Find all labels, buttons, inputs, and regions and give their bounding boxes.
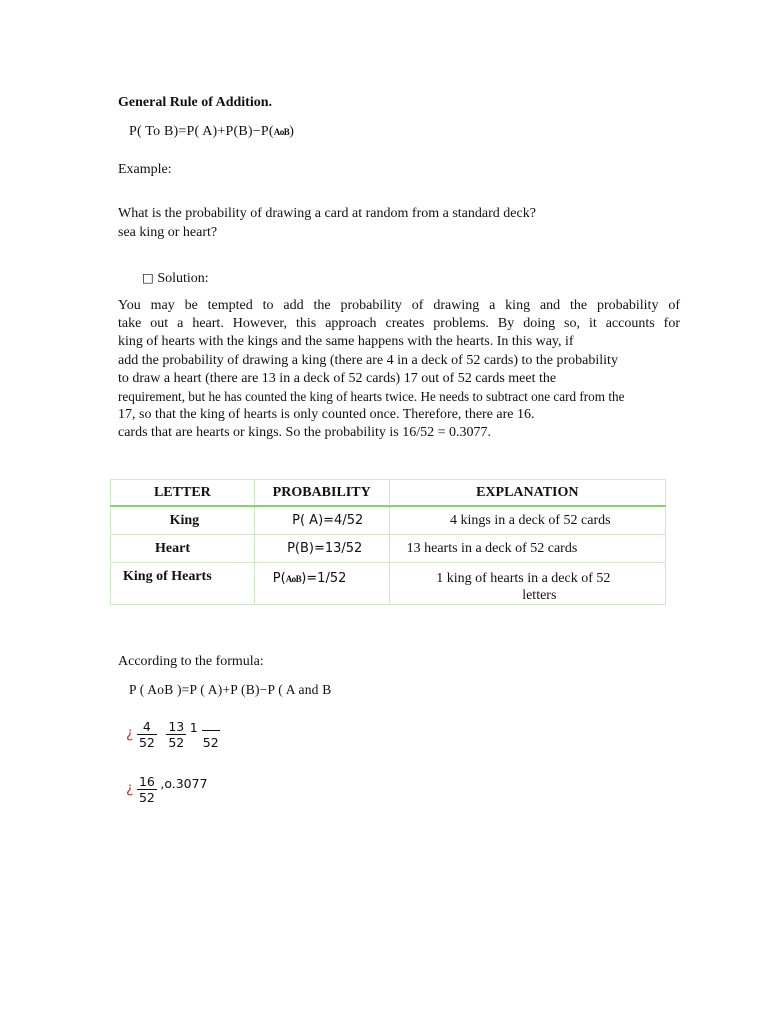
header-probability: PROBABILITY	[254, 480, 389, 507]
table-row	[111, 563, 666, 605]
fraction-denominator: 52	[138, 735, 155, 750]
table-header-row	[111, 480, 666, 507]
cell-probability: P(B)=13/52	[254, 535, 389, 563]
according-formula: P ( AoB )=P ( A)+P (B)−P ( A and B	[129, 682, 332, 697]
paragraph-line: add the probability of drawing a king (there are 4 in a deck of 52 cards) to the probability	[118, 352, 618, 368]
fraction-numerator: 16	[138, 774, 155, 789]
fraction	[137, 719, 157, 750]
formula-main: P( To B)=P( A)+P(B)−P(	[129, 124, 274, 139]
paragraph-line: You may be tempted to add the probability of drawing a king and the probability of	[118, 298, 680, 313]
cell-letter: Heart	[111, 535, 255, 563]
fraction-numerator: 13	[168, 719, 185, 734]
inverted-question-mark: ¿	[126, 725, 134, 742]
fraction	[166, 719, 186, 750]
cell-probability: P( A)=4/52	[254, 506, 389, 535]
solution-label: Solution:	[157, 271, 209, 286]
explanation-line-2: letters	[522, 588, 557, 603]
cell-letter: King	[111, 506, 255, 535]
inverted-question-mark: ¿	[126, 780, 134, 797]
result-value: ,o.3077	[160, 776, 208, 791]
cell-letter-text: King of Hearts	[123, 569, 212, 584]
according-label: According to the formula:	[118, 654, 264, 669]
paragraph-line: to draw a heart (there are 13 in a deck of 52 cards) 17 out of 52 cards meet the	[118, 370, 557, 386]
fraction	[190, 720, 222, 750]
cell-explanation: 13 hearts in a deck of 52 cards	[389, 535, 665, 563]
formula-close: )	[289, 124, 295, 139]
paragraph-line: take out a heart. However, this approach creates problems. By doing so, it accounts for	[118, 316, 680, 332]
checkbox-icon: □	[142, 270, 154, 285]
fraction-denominator: 52	[138, 790, 155, 805]
cell-explanation	[389, 563, 665, 605]
solution-heading	[142, 270, 209, 287]
cell-explanation: 4 kings in a deck of 52 cards	[389, 506, 665, 535]
example-label: Example:	[118, 162, 172, 177]
fraction-numerator	[190, 720, 222, 735]
paragraph-line: cards that are hearts or kings. So the probability is 16/52 = 0.3077.	[118, 425, 491, 441]
header-explanation: EXPLANATION	[389, 480, 665, 507]
question-line-1: What is the probability of drawing a card at random from a standard deck?	[118, 206, 536, 221]
fraction	[137, 774, 157, 805]
paragraph-line: king of hearts with the kings and the same happens with the hearts. In this way, if	[118, 334, 574, 350]
header-letter: LETTER	[111, 480, 255, 507]
prob-sub: AoB	[285, 574, 302, 584]
addition-formula	[129, 124, 294, 140]
fraction-numerator: 4	[137, 719, 157, 735]
cell-probability	[254, 563, 389, 605]
table-row	[111, 535, 666, 563]
prob-post: )=1/52	[301, 571, 347, 586]
explanation-line-1: 1 king of hearts in a deck of 52	[436, 571, 611, 586]
paragraph-line: requirement, but he has counted the king of hearts twice. He needs to subtract one card from the	[118, 389, 625, 405]
equation-1	[126, 719, 222, 750]
fraction-denominator: 52	[202, 734, 219, 750]
formula-sub: AoB	[273, 127, 290, 137]
equation-2	[126, 774, 208, 805]
question-line-2: sea king or heart?	[118, 225, 218, 240]
table-row	[111, 506, 666, 535]
cell-letter	[111, 563, 255, 605]
fraction-bar	[202, 720, 220, 731]
cell-probability-text	[273, 563, 389, 586]
probability-table	[110, 479, 666, 605]
cell-explanation-text	[390, 563, 657, 604]
solution-paragraph	[118, 297, 680, 443]
paragraph-line: 17, so that the king of hearts is only counted once. Therefore, there are 16.	[118, 407, 535, 423]
section-title: General Rule of Addition.	[118, 95, 273, 110]
fraction-denominator: 52	[168, 735, 185, 750]
prob-pre: P(	[272, 571, 286, 586]
third-numerator: 1	[189, 719, 198, 735]
